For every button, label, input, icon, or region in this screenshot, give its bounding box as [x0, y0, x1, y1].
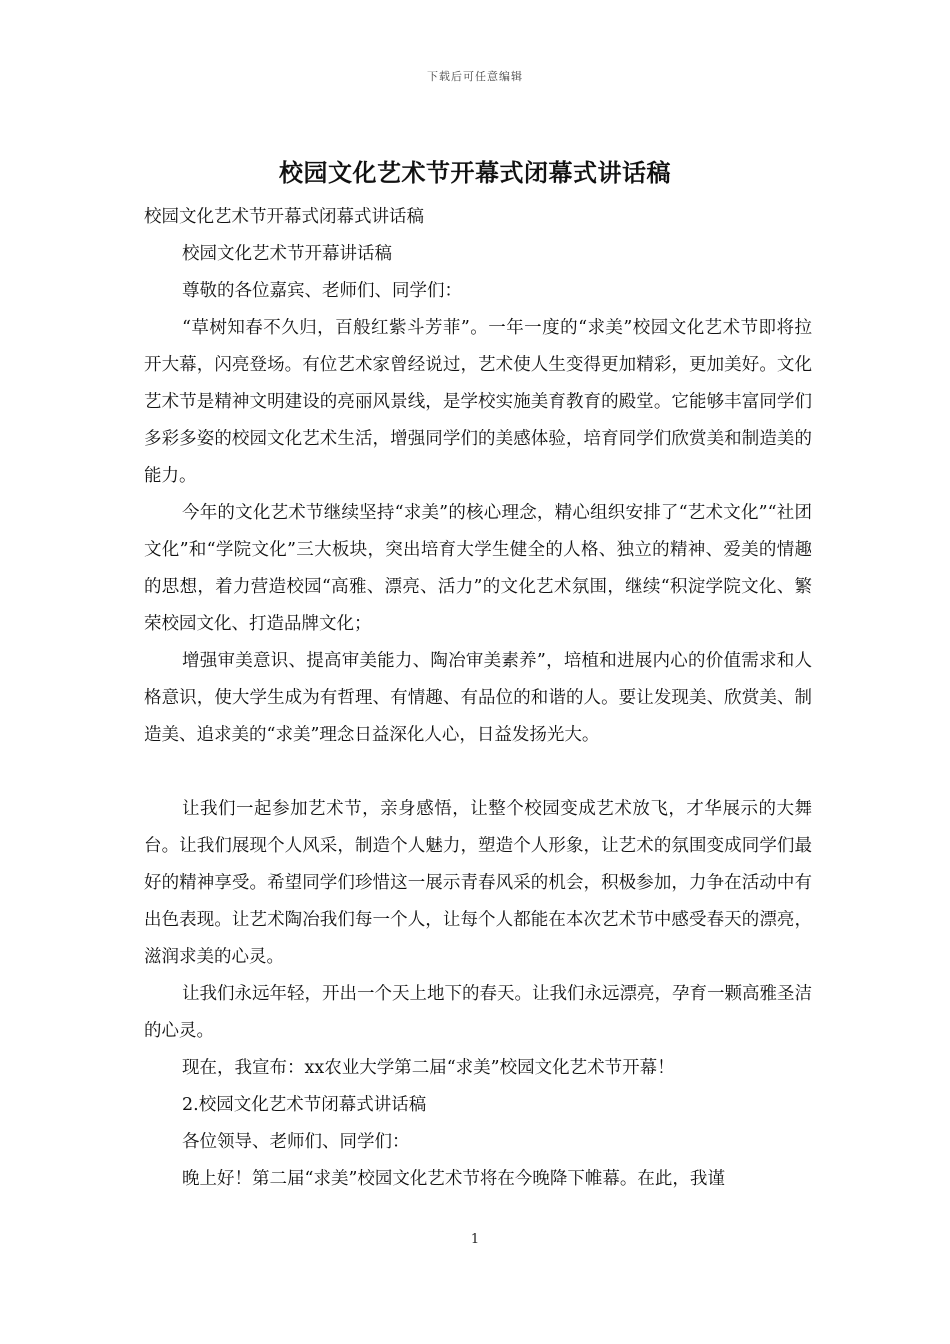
paragraph: “草树知春不久归，百般红紫斗芳菲”。一年一度的“求美”校园文化艺术节即将拉开大幕，闪亮登场。有位艺术家曾经说过，艺术使人生变得更加精彩，更加美好。文化艺术节是精神文明建设的亮丽风景线，是学校实施美育教育的殿堂。它能够丰富同学们多彩多姿的校园文化艺术生活，增强同学们的美感体验，培育同学们欣赏美和制造美的能力。 — [144, 318, 812, 486]
greeting-opening: 尊敬的各位嘉宾、老师们、同学们： — [182, 281, 462, 301]
page-number: 1 — [470, 1232, 480, 1247]
blank-line — [144, 754, 812, 791]
paragraph: 让我们永远年轻，开出一个天上地下的春天。让我们永远漂亮，孕育一颗高雅圣洁的心灵。 — [144, 984, 812, 1041]
paragraph: 今年的文化艺术节继续坚持“求美”的核心理念，精心组织安排了“艺术文化”“社团文化”和“学院文化”三大板块，突出培育大学生健全的人格、独立的精神、爱美的情趣的思想，着力营造校园“高雅、漂亮、活力”的文化艺术氛围，继续“积淀学院文化、繁荣校园文化、打造品牌文化； — [144, 503, 812, 634]
greeting-closing: 各位领导、老师们、同学们： — [182, 1132, 410, 1152]
document-title: 校园文化艺术节开幕式闭幕式讲话稿 — [279, 158, 671, 187]
section-heading-opening: 校园文化艺术节开幕讲话稿 — [182, 244, 392, 264]
document-body — [144, 199, 812, 1198]
paragraph: 增强审美意识、提高审美能力、陶冶审美素养”，培植和进展内心的价值需求和人格意识，使大学生成为有哲理、有情趣、有品位的和谐的人。要让发现美、欣赏美、制造美、追求美的“求美”理念日益深化人心，日益发扬光大。 — [144, 651, 812, 745]
paragraph: 晚上好！第二届“求美”校园文化艺术节将在今晚降下帷幕。在此，我谨 — [182, 1169, 725, 1189]
document-subtitle: 校园文化艺术节开幕式闭幕式讲话稿 — [144, 207, 424, 227]
paragraph: 让我们一起参加艺术节，亲身感悟，让整个校园变成艺术放飞，才华展示的大舞台。让我们展现个人风采，制造个人魅力，塑造个人形象，让艺术的氛围变成同学们最好的精神享受。希望同学们珍惜这一展示青春风采的机会，积极参加，力争在活动中有出色表现。让艺术陶冶我们每一个人，让每个人都能在本次艺术节中感受春天的漂亮，滋润求美的心灵。 — [144, 799, 812, 967]
header-note: 下载后可任意编辑 — [427, 70, 523, 83]
paragraph: 现在，我宣布：xx农业大学第二届“求美”校园文化艺术节开幕！ — [182, 1058, 675, 1078]
section-heading-closing: 2.校园文化艺术节闭幕式讲话稿 — [182, 1095, 427, 1115]
